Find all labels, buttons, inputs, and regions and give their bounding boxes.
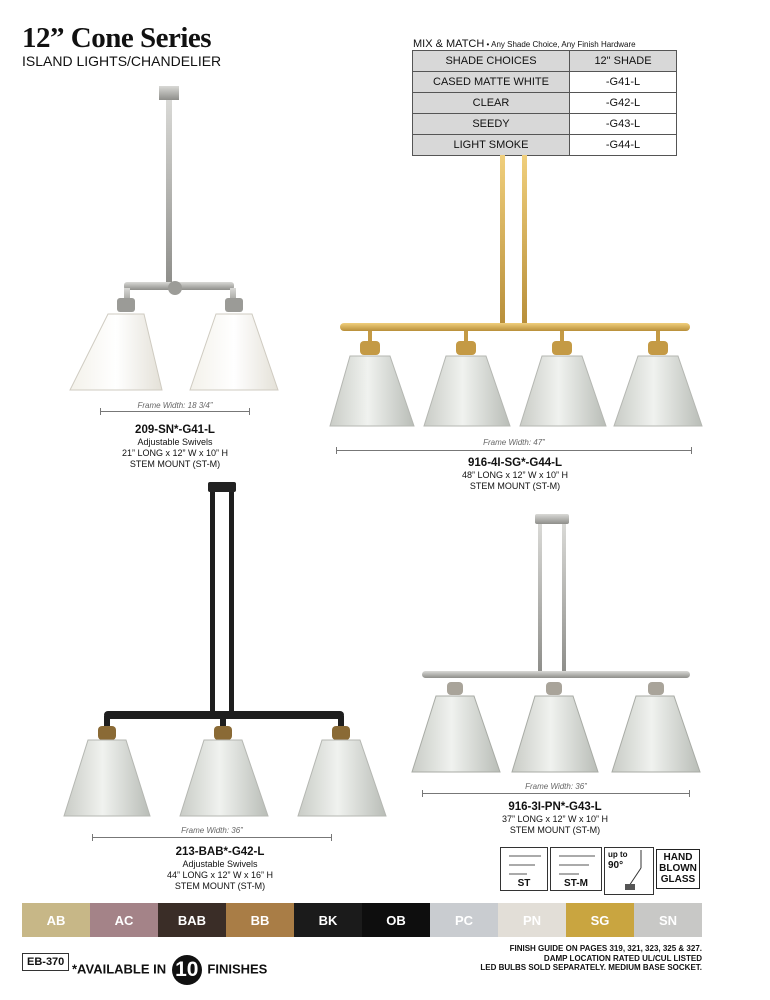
st-label: ST (517, 878, 531, 889)
footer-note: DAMP LOCATION RATED UL/CUL LISTED (543, 953, 702, 963)
badge-line: BLOWN (659, 863, 697, 874)
product-detail: STEM MOUNT (ST-M) (129, 459, 221, 469)
finish-count-badge: 10 (172, 955, 202, 985)
stm-mount-icon (550, 847, 602, 891)
shade-code: -G41-L (570, 72, 677, 93)
product-detail: STEM MOUNT (ST-M) (469, 481, 561, 491)
footer-notes (480, 944, 702, 973)
finish-swatch-sn: SN (634, 903, 702, 937)
finish-swatch-ab: AB (22, 903, 90, 937)
product-detail: STEM MOUNT (ST-M) (174, 881, 266, 891)
finish-swatch-ob: OB (362, 903, 430, 937)
shade-code: -G42-L (570, 93, 677, 114)
product-sku: 209-SN*-G41-L (135, 424, 215, 436)
product-detail: 48” LONG x 12” W x 10” H (461, 470, 569, 480)
badge-line: HAND (663, 852, 693, 863)
page-title: 12” Cone Series (22, 22, 212, 54)
product-caption-209 (95, 423, 255, 470)
product-detail: 44” LONG x 12” W x 16” H (166, 870, 274, 880)
hand-blown-glass-badge (656, 849, 700, 889)
finish-swatch-bk: BK (294, 903, 362, 937)
shade-code: -G44-L (570, 135, 677, 156)
product-sku: 916-4I-SG*-G44-L (468, 457, 562, 469)
fixture-916-4i-sg (330, 155, 702, 426)
badge-line: GLASS (660, 874, 696, 885)
product-sku: 916-3I-PN*-G43-L (508, 801, 602, 813)
finish-swatch-pn: PN (498, 903, 566, 937)
stem-lengths-icon (551, 848, 601, 878)
swivel-icon (604, 847, 654, 895)
product-caption-916-3i (475, 800, 635, 836)
frame-width-label: Frame Width: 47” (483, 438, 545, 447)
footer-note: LED BULBS SOLD SEPARATELY. MEDIUM BASE SOCKET. (480, 963, 702, 972)
product-detail: Adjustable Swivels (182, 859, 258, 869)
available-post: FINISHES (207, 961, 268, 977)
shade-name: CLEAR (413, 93, 570, 114)
frame-width-line (336, 450, 692, 451)
fixture-213-bab (64, 482, 386, 816)
frame-width-line (100, 411, 250, 412)
page-subtitle: ISLAND LIGHTS/CHANDELIER (22, 53, 222, 69)
page-code: EB-370 (22, 953, 69, 971)
footer-note: FINISH GUIDE ON PAGES 319, 321, 323, 325 & 327. (509, 944, 702, 953)
stm-label: ST-M (564, 878, 588, 889)
finish-swatch-bb: BB (226, 903, 294, 937)
finish-swatch-pc: PC (430, 903, 498, 937)
finish-swatch-ac: AC (90, 903, 158, 937)
product-detail: STEM MOUNT (ST-M) (509, 825, 601, 835)
finish-swatch-sg: SG (566, 903, 634, 937)
frame-width-label: Frame Width: 18 3/4” (137, 401, 213, 410)
finish-swatches (22, 903, 702, 937)
shade-name: SEEDY (413, 114, 570, 135)
shade-name: CASED MATTE WHITE (413, 72, 570, 93)
swivel-angle-icon (625, 850, 651, 892)
table-header-cell: SHADE CHOICES (413, 51, 570, 72)
mix-match-title: MIX & MATCH (413, 38, 485, 50)
product-detail: Adjustable Swivels (137, 437, 213, 447)
up-to-label: up to (608, 850, 628, 859)
frame-width-line (422, 793, 690, 794)
st-mount-icon (500, 847, 548, 891)
finish-swatch-bab: BAB (158, 903, 226, 937)
fixture-916-3i-pn (412, 514, 700, 772)
stem-lengths-icon (501, 848, 547, 878)
frame-width-line (92, 837, 332, 838)
frame-width-label: Frame Width: 36” (525, 782, 587, 791)
frame-width-label: Frame Width: 36” (181, 826, 243, 835)
available-pre: *AVAILABLE IN (72, 961, 167, 977)
shade-name: LIGHT SMOKE (413, 135, 570, 156)
product-caption-213 (140, 845, 300, 892)
product-sku: 213-BAB*-G42-L (175, 846, 265, 858)
product-caption-916-4i (430, 456, 600, 492)
mix-match-note: • Any Shade Choice, Any Finish Hardware (484, 40, 636, 49)
available-finishes (72, 955, 267, 985)
degree-label: 90° (608, 860, 624, 871)
shade-code: -G43-L (570, 114, 677, 135)
fixture-209-sn (70, 86, 278, 390)
table-header-cell: 12" SHADE (570, 51, 677, 72)
product-detail: 37” LONG x 12” W x 10” H (501, 814, 609, 824)
product-detail: 21” LONG x 12” W x 10” H (121, 448, 229, 458)
